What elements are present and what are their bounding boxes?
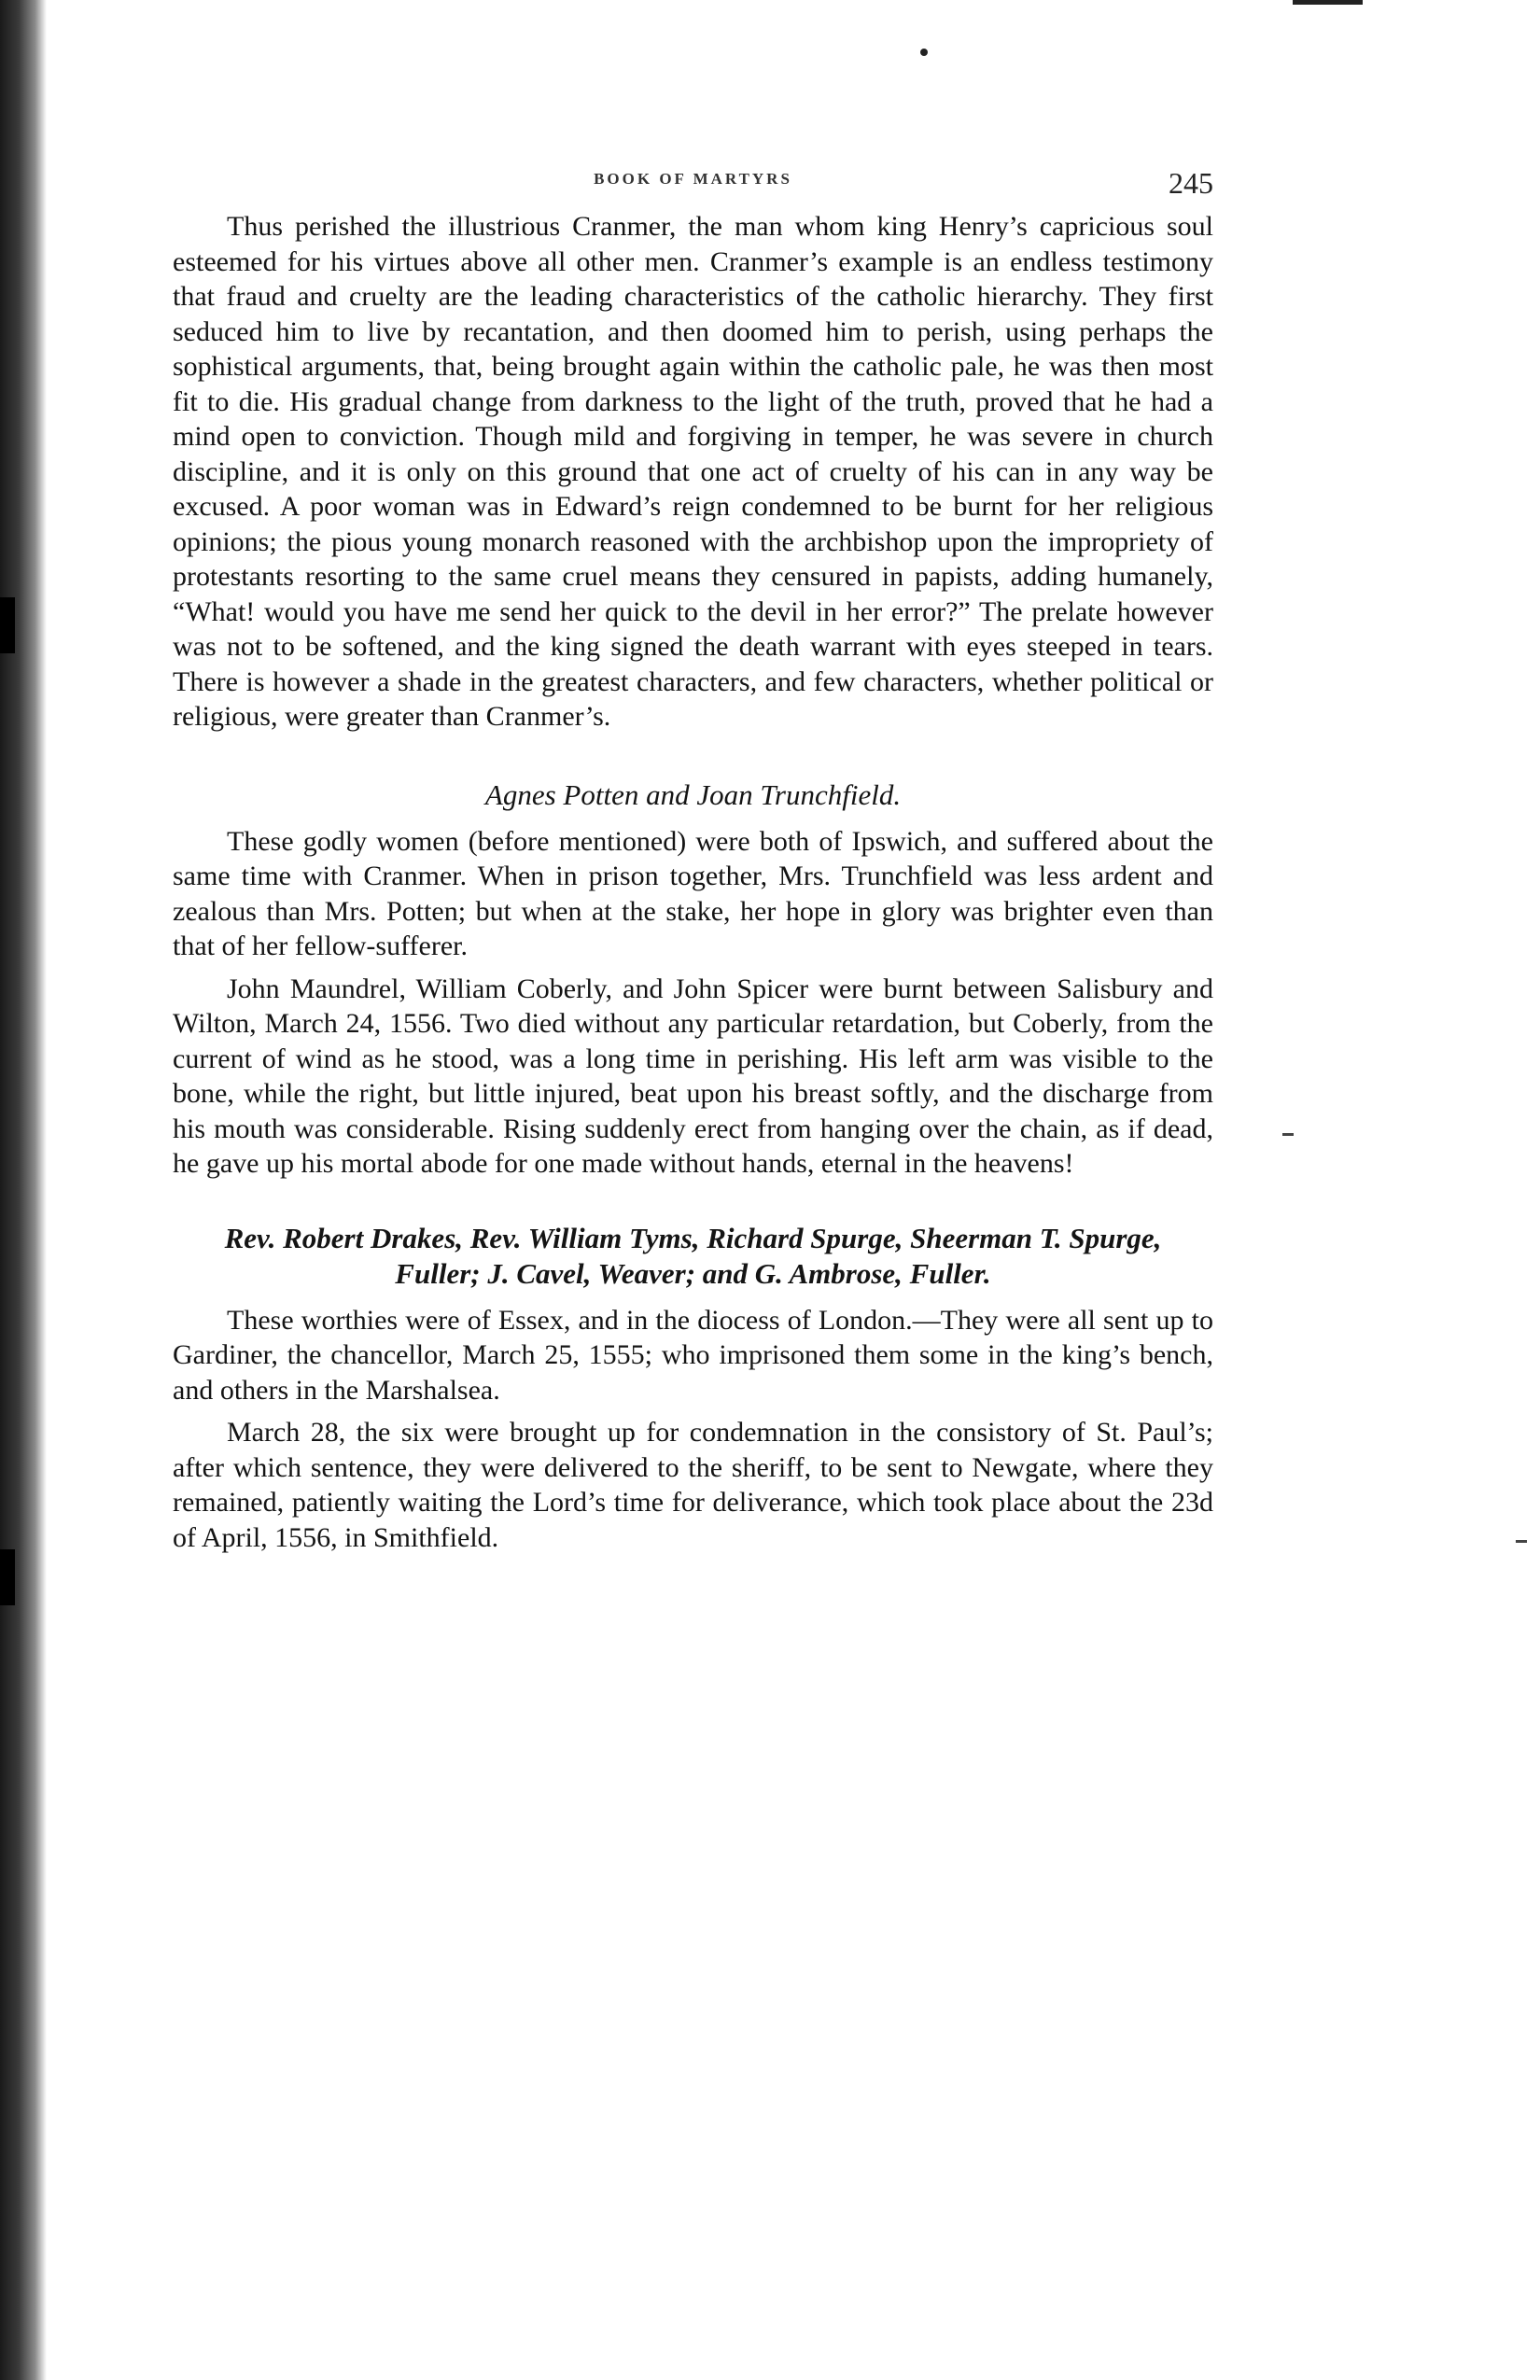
section-heading-drakes-tyms: Rev. Robert Drakes, Rev. William Tyms, Richard Spurge, Sheerman T. Spurge, Fuller; J. Cavel, Weaver; and G. Ambrose, Fuller. — [224, 1221, 1162, 1290]
scan-mark — [1293, 0, 1363, 5]
margin-mark — [1282, 1133, 1294, 1136]
page-binding-edge — [0, 0, 47, 2380]
section-heading-potten-trunchfield: Agnes Potten and Joan Trunchfield. — [484, 777, 902, 811]
binding-notch — [0, 597, 15, 653]
book-page — [173, 166, 1213, 1555]
running-head — [173, 166, 1213, 203]
paragraph-maundrel: John Maundrel, William Coberly, and John Spicer were burnt between Salisbury and Wilton, March 24, 1556. Two died without any particular retardation, but Coberly, from the current of wind as he stood, was a long time in perishing. His left arm was visible to the bone, while the right, but little injured, beat upon his breast softly, and the discharge from his mouth was considerable. Rising suddenly erect from hanging over the chain, as if dead, he gave up his mortal abode for one made without hands, eternal in the heavens! — [173, 973, 1213, 1179]
page-number: 245 — [1169, 166, 1213, 200]
paragraph-potten-trunchfield: These godly women (before mentioned) were both of Ipswich, and suffered about the same time with Cranmer. When in prison together, Mrs. Trunchfield was less ardent and zealous than Mrs. Potten; but when at the stake, her hope in glory was brighter even than that of her fellow-sufferer. — [173, 825, 1213, 961]
binding-notch — [0, 1549, 15, 1605]
margin-mark — [1516, 1540, 1527, 1543]
paragraph-condemnation: March 28, the six were brought up for condemnation in the consistory of St. Paul’s; after which sentence, they were delivered to the sheriff, to be sent to Newgate, where they remained, patiently waiting the Lord’s time for deliverance, which took place about the 23d of April, 1556, in Smithfield. — [173, 1417, 1213, 1553]
paragraph-cranmer: Thus perished the illustrious Cranmer, the man whom king Henry’s capricious soul esteemed for his virtues above all other men. Cranmer’s example is an endless testimony that fraud and cruelty are the leading characteristics of the catholic hierarchy. They first seduced him to live by recantation, and then doomed him to perish, using perhaps the sophistical arguments, that, being brought again within the catholic pale, he was then most fit to die. His gradual change from darkness to the light of the truth, proved that he had a mind open to conviction. Though mild and forgiving in temper, he was severe in church discipline, and it is only on this ground that one act of cruelty of his can in any way be excused. A poor woman was in Edward’s reign condemned to be burnt for her religious opinions; the pious young monarch reasoned with the archbishop upon the impropriety of protestants resorting to the same cruel means they censured in papists, adding humanely, “What! would you have me send her quick to the devil in her error?” The prelate however was not to be softened, and the king signed the death warrant with eyes steeped in tears. There is however a shade in the greatest characters, and few characters, whether political or religious, were greater than Cranmer’s. — [173, 211, 1213, 732]
ink-dot — [920, 49, 928, 56]
paragraph-essex-worthies: These worthies were of Essex, and in the diocess of London.—They were all sent up to Gardiner, the chancellor, March 25, 1555; who imprisoned them some in the king’s bench, and others in the Marshalsea. — [173, 1304, 1213, 1406]
running-title: BOOK OF MARTYRS — [594, 170, 792, 188]
